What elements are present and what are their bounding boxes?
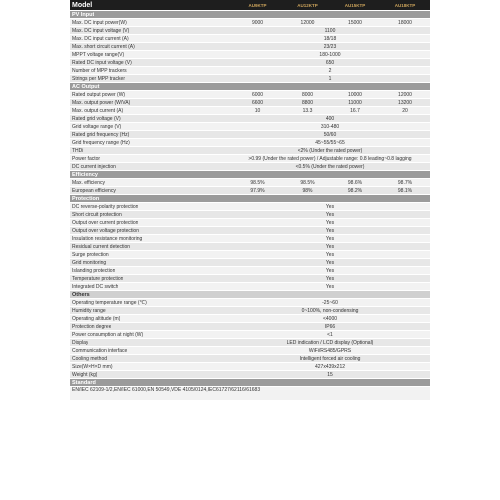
spec-label: Number of MPP trackers (72, 68, 127, 74)
spec-row (70, 219, 430, 227)
spec-value: 45~55/55~65 (315, 140, 345, 146)
spec-row (70, 347, 430, 355)
spec-label: Rated grid frequency (Hz) (72, 132, 130, 138)
spec-row (70, 179, 430, 187)
spec-value: <2% (Under the rated power) (297, 148, 363, 154)
spec-row (70, 211, 430, 219)
spec-value: 310-480 (320, 124, 340, 130)
spec-label: Cooling method (72, 356, 108, 362)
spec-row (70, 307, 430, 315)
spec-value: 50/60 (323, 132, 337, 138)
spec-row (70, 147, 430, 155)
spec-label: Temperature protection (72, 276, 124, 282)
spec-value: Yes (325, 236, 335, 242)
spec-row (70, 163, 430, 171)
spec-value: 11000 (348, 100, 362, 106)
spec-value: 9000 (251, 20, 264, 26)
spec-value: Yes (325, 260, 335, 266)
spec-label: MPPT voltage range(V) (72, 52, 125, 58)
spec-sheet (70, 0, 430, 401)
spec-value: 13200 (398, 100, 412, 106)
spec-value: 180-1000 (319, 52, 341, 58)
spec-row (70, 267, 430, 275)
spec-label: Output over voltage protection (72, 228, 139, 234)
spec-value: 20 (402, 108, 408, 114)
spec-label: Power factor (72, 156, 101, 162)
section-title: Standard (72, 380, 96, 386)
spec-value: LED indication / LCD display (Optional) (286, 340, 374, 346)
spec-label: Integrated DC switch (72, 284, 119, 290)
spec-label: Humidity range (72, 308, 106, 314)
spec-row (70, 243, 430, 251)
spec-value: WiFi/RS485/GPRS (308, 348, 352, 354)
section-title: AC Output (72, 84, 100, 90)
spec-value: 98.2% (347, 188, 363, 194)
spec-value: Yes (325, 220, 335, 226)
spec-label: Size(W×H×D mm) (72, 364, 113, 370)
spec-value: Yes (325, 284, 335, 290)
spec-row (70, 51, 430, 59)
spec-label: Display (72, 340, 89, 346)
spec-row (70, 275, 430, 283)
spec-value: 98.6% (347, 180, 363, 186)
spec-label: Max. output power (W/VA) (72, 100, 131, 106)
spec-row (70, 331, 430, 339)
spec-row (70, 363, 430, 371)
spec-value: 98.7% (397, 180, 413, 186)
spec-row (70, 123, 430, 131)
spec-row (70, 27, 430, 35)
spec-row (70, 315, 430, 323)
spec-value: Yes (325, 204, 335, 210)
spec-row (70, 339, 430, 347)
spec-row (70, 187, 430, 195)
spec-label: Surge protection (72, 252, 109, 258)
spec-value: <1 (327, 332, 333, 338)
spec-value: 98.5% (250, 180, 265, 186)
spec-value: 12000 (300, 20, 315, 26)
spec-row (70, 371, 430, 379)
spec-value: Yes (325, 212, 335, 218)
spec-label: Strings per MPP tracker (72, 76, 125, 82)
model-header-row (70, 0, 430, 11)
spec-value: 15 (327, 372, 333, 378)
section-title: Others (72, 292, 90, 298)
spec-label: Max. efficiency (72, 180, 105, 186)
spec-value: <4000 (322, 316, 338, 322)
spec-row (70, 91, 430, 99)
spec-value: 23/23 (323, 44, 337, 50)
spec-row (70, 235, 430, 243)
spec-label: Max. DC input current (A) (72, 36, 129, 42)
spec-label: Operating temperature range (℃) (72, 300, 147, 306)
ac-output-section-header (70, 83, 430, 91)
spec-row (70, 115, 430, 123)
spec-value: 650 (325, 60, 335, 66)
spec-label: Rated output power (W) (72, 92, 126, 98)
spec-value: 10 (254, 108, 261, 114)
spec-value: Yes (325, 268, 335, 274)
spec-label: Max. short circuit current (A) (72, 44, 135, 50)
spec-label: THDi (72, 148, 84, 154)
spec-row (70, 299, 430, 307)
spec-label: Residual current detection (72, 244, 131, 250)
model-name: AU18KTP (394, 3, 416, 8)
spec-value: 98% (302, 188, 313, 194)
spec-table-body (70, 11, 430, 401)
spec-value: 16.7 (350, 108, 360, 114)
spec-value: Yes (325, 244, 335, 250)
spec-label: Rated DC input voltage (V) (72, 60, 132, 66)
efficiency-section-header (70, 171, 430, 179)
spec-label: Max. DC input power(W) (72, 20, 127, 26)
spec-row (70, 259, 430, 267)
section-title: Efficiency (72, 172, 98, 178)
spec-row (70, 139, 430, 147)
model-name: AU12KTP (297, 3, 318, 8)
spec-row (70, 227, 430, 235)
spec-value: 427x439x212 (314, 364, 346, 370)
spec-label: Max. output current (A) (72, 108, 124, 114)
spec-value: Intelligent forced air cooling (299, 356, 361, 362)
spec-value: 0~100%, non-condensing (301, 308, 359, 314)
spec-row (70, 251, 430, 259)
spec-label: Max. DC input voltage (V) (72, 28, 130, 34)
spec-value: 8800 (301, 100, 314, 106)
others-section-header (70, 291, 430, 299)
spec-row (70, 355, 430, 363)
section-title: PV Input (72, 12, 95, 18)
spec-label: Rated grid voltage (V) (72, 116, 121, 122)
spec-label: Power consumption at night (W) (72, 332, 144, 338)
spec-value: 6000 (251, 92, 264, 98)
spec-value: 98.5% (300, 180, 315, 186)
model-name: AU15KTP (344, 3, 366, 8)
standard-section-header (70, 379, 430, 387)
spec-value: 2 (328, 68, 332, 74)
spec-label: Operating altitude (m) (72, 316, 121, 322)
spec-row (70, 35, 430, 43)
protection-section-header (70, 195, 430, 203)
spec-value: 1 (328, 76, 332, 82)
spec-value: 400 (325, 116, 335, 122)
spec-label: Weight (kg) (72, 372, 98, 378)
spec-label: Islanding protection (72, 268, 116, 274)
spec-label: Protection degree (72, 324, 112, 330)
spec-row (70, 283, 430, 291)
spec-value: 10000 (348, 92, 362, 98)
spec-row (70, 59, 430, 67)
spec-label: DC reverse-polarity protection (72, 204, 139, 210)
spec-row (70, 43, 430, 51)
spec-row (70, 19, 430, 27)
standard-text: EN/IEC 62109-1/2,EN/IEC 61000,EN 50549,VDE 4105/0124,IEC61727/62116/61683 (72, 387, 261, 393)
spec-value: -25~60 (322, 300, 338, 306)
spec-value: 1100 (324, 28, 336, 34)
spec-value: 97.9% (250, 188, 265, 194)
spec-label: Output over current protection (72, 220, 139, 226)
spec-label: Communication interface (72, 348, 128, 354)
model-label: Model (72, 2, 93, 9)
spec-label: Grid monitoring (72, 260, 107, 266)
spec-value: 13.3 (302, 108, 313, 114)
spec-row (70, 67, 430, 75)
spec-row (70, 75, 430, 83)
spec-label: DC current injection (72, 164, 116, 170)
spec-value: 12000 (398, 92, 412, 98)
spec-row (70, 99, 430, 107)
spec-row (70, 203, 430, 211)
spec-value: 18000 (398, 20, 412, 26)
pv-input-section-header (70, 11, 430, 19)
spec-value: 6600 (251, 100, 264, 106)
spec-value: 98.1% (397, 188, 413, 194)
spec-label: Insulation resistance monitoring (72, 236, 143, 242)
section-title: Protection (72, 196, 100, 202)
spec-row (70, 323, 430, 331)
spec-row (70, 155, 430, 163)
spec-value: 8000 (301, 92, 314, 98)
spec-row (70, 107, 430, 115)
spec-value: 15000 (348, 20, 362, 26)
spec-value: IP66 (324, 324, 336, 330)
spec-label: European efficiency (72, 188, 116, 194)
spec-row (70, 131, 430, 139)
spec-value: Yes (325, 276, 335, 282)
spec-value: Yes (325, 228, 335, 234)
spec-label: Grid frequency range (Hz) (72, 140, 130, 146)
spec-label: Short circuit protection (72, 212, 122, 218)
spec-value: Yes (325, 252, 335, 258)
spec-value: <0.5% (Under the rated power) (295, 164, 365, 170)
model-name: AU9KTP (248, 3, 267, 8)
spec-value: >0.99 (Under the rated power) / Adjustable range: 0.8 leading~0.8 lagging (248, 156, 412, 162)
spec-label: Grid voltage range (V) (72, 124, 122, 130)
spec-value: 18/18 (323, 36, 337, 42)
spec-row (70, 387, 430, 401)
